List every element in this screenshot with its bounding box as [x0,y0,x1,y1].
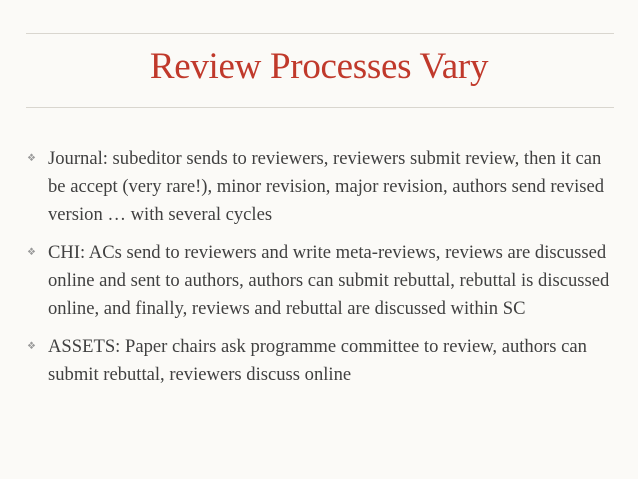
bullet-chi [27,239,619,323]
bullet-text: ASSETS: Paper chairs ask programme committee to review, authors can submit rebuttal, reviewers discuss online [48,336,587,385]
bullet-text: Journal: subeditor sends to reviewers, reviewers submit review, then it can be accept (very rare!), minor revision, major revision, authors send revised version … with several cycles [48,148,605,225]
slide-title: Review Processes Vary [149,46,489,87]
diamond-bullet-icon: ❖ [27,153,36,164]
title-divider [26,107,614,108]
diamond-bullet-icon: ❖ [27,341,36,352]
bullet-assets [27,333,619,389]
bullet-list [27,145,619,389]
bullet-journal [27,145,619,229]
bullet-text: CHI: ACs send to reviewers and write meta-reviews, reviews are discussed online and sent to authors, authors can submit rebuttal, rebuttal is discussed online, and finally, reviews and rebuttal are discussed within SC [48,242,610,319]
diamond-bullet-icon: ❖ [27,247,36,258]
top-divider [26,33,614,34]
